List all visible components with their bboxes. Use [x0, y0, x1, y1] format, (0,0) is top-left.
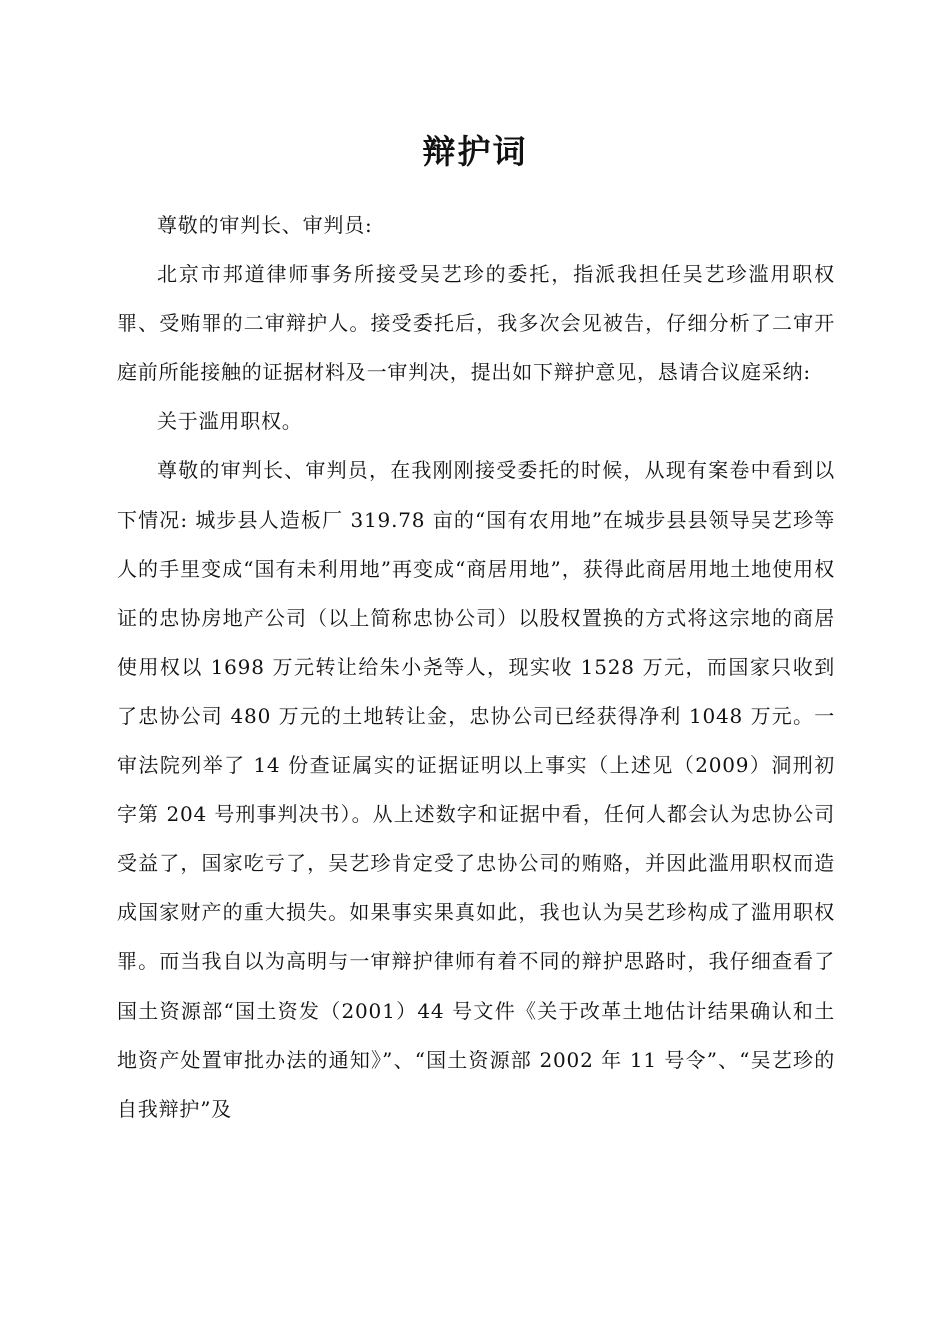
intro-paragraph: 北京市邦道律师事务所接受吴艺珍的委托，指派我担任吴艺珍滥用职权罪、受贿罪的二审辩护人。接受委托后，我多次会见被告，仔细分析了二审开庭前所能接触的证据材料及一审判决，提出如下辩护意见，恳请合议庭采纳: — [117, 262, 835, 385]
salutation-paragraph: 尊敬的审判长、审判员: — [157, 213, 373, 237]
section-heading-paragraph: 关于滥用职权。 — [157, 409, 303, 434]
document-body — [117, 201, 835, 1134]
argument-paragraph: 尊敬的审判长、审判员，在我刚刚接受委托的时候，从现有案卷中看到以下情况: 城步县人造板厂 319.78 亩的“国有农用地”在城步县县领导吴艺珍等人的手里变成“国有未利用地”再变成“商居用地”，获得此商居用地土地使用权证的忠协房地产公司（以上简称忠协公司）以股权置换的方式将这宗地的商居使用权以 1698 万元转让给朱小尧等人，现实收 1528 万元，而国家只收到了忠协公司 480 万元的土地转让金，忠协公司已经获得净利 1048 万元。一审法院列举了 14 份查证属实的证据证明以上事实（上述见（2009）洞刑初字第 204 号刑事判决书）。从上述数字和证据中看，任何人都会认为忠协公司受益了，国家吃亏了，吴艺珍肯定受了忠协公司的贿赂，并因此滥用职权而造成国家财产的重大损失。如果事实果真如此，我也认为吴艺珍构成了滥用职权罪。而当我自以为高明与一审辩护律师有着不同的辩护思路时，我仔细查看了国土资源部“国土资发（2001）44 号文件《关于改革土地估计结果确认和土地资产处置审批办法的通知》”、“国土资源部 2002 年 11 号令”、“吴艺珍的自我辩护”及 — [117, 458, 835, 1121]
document-title: 辩护词 — [422, 132, 528, 171]
